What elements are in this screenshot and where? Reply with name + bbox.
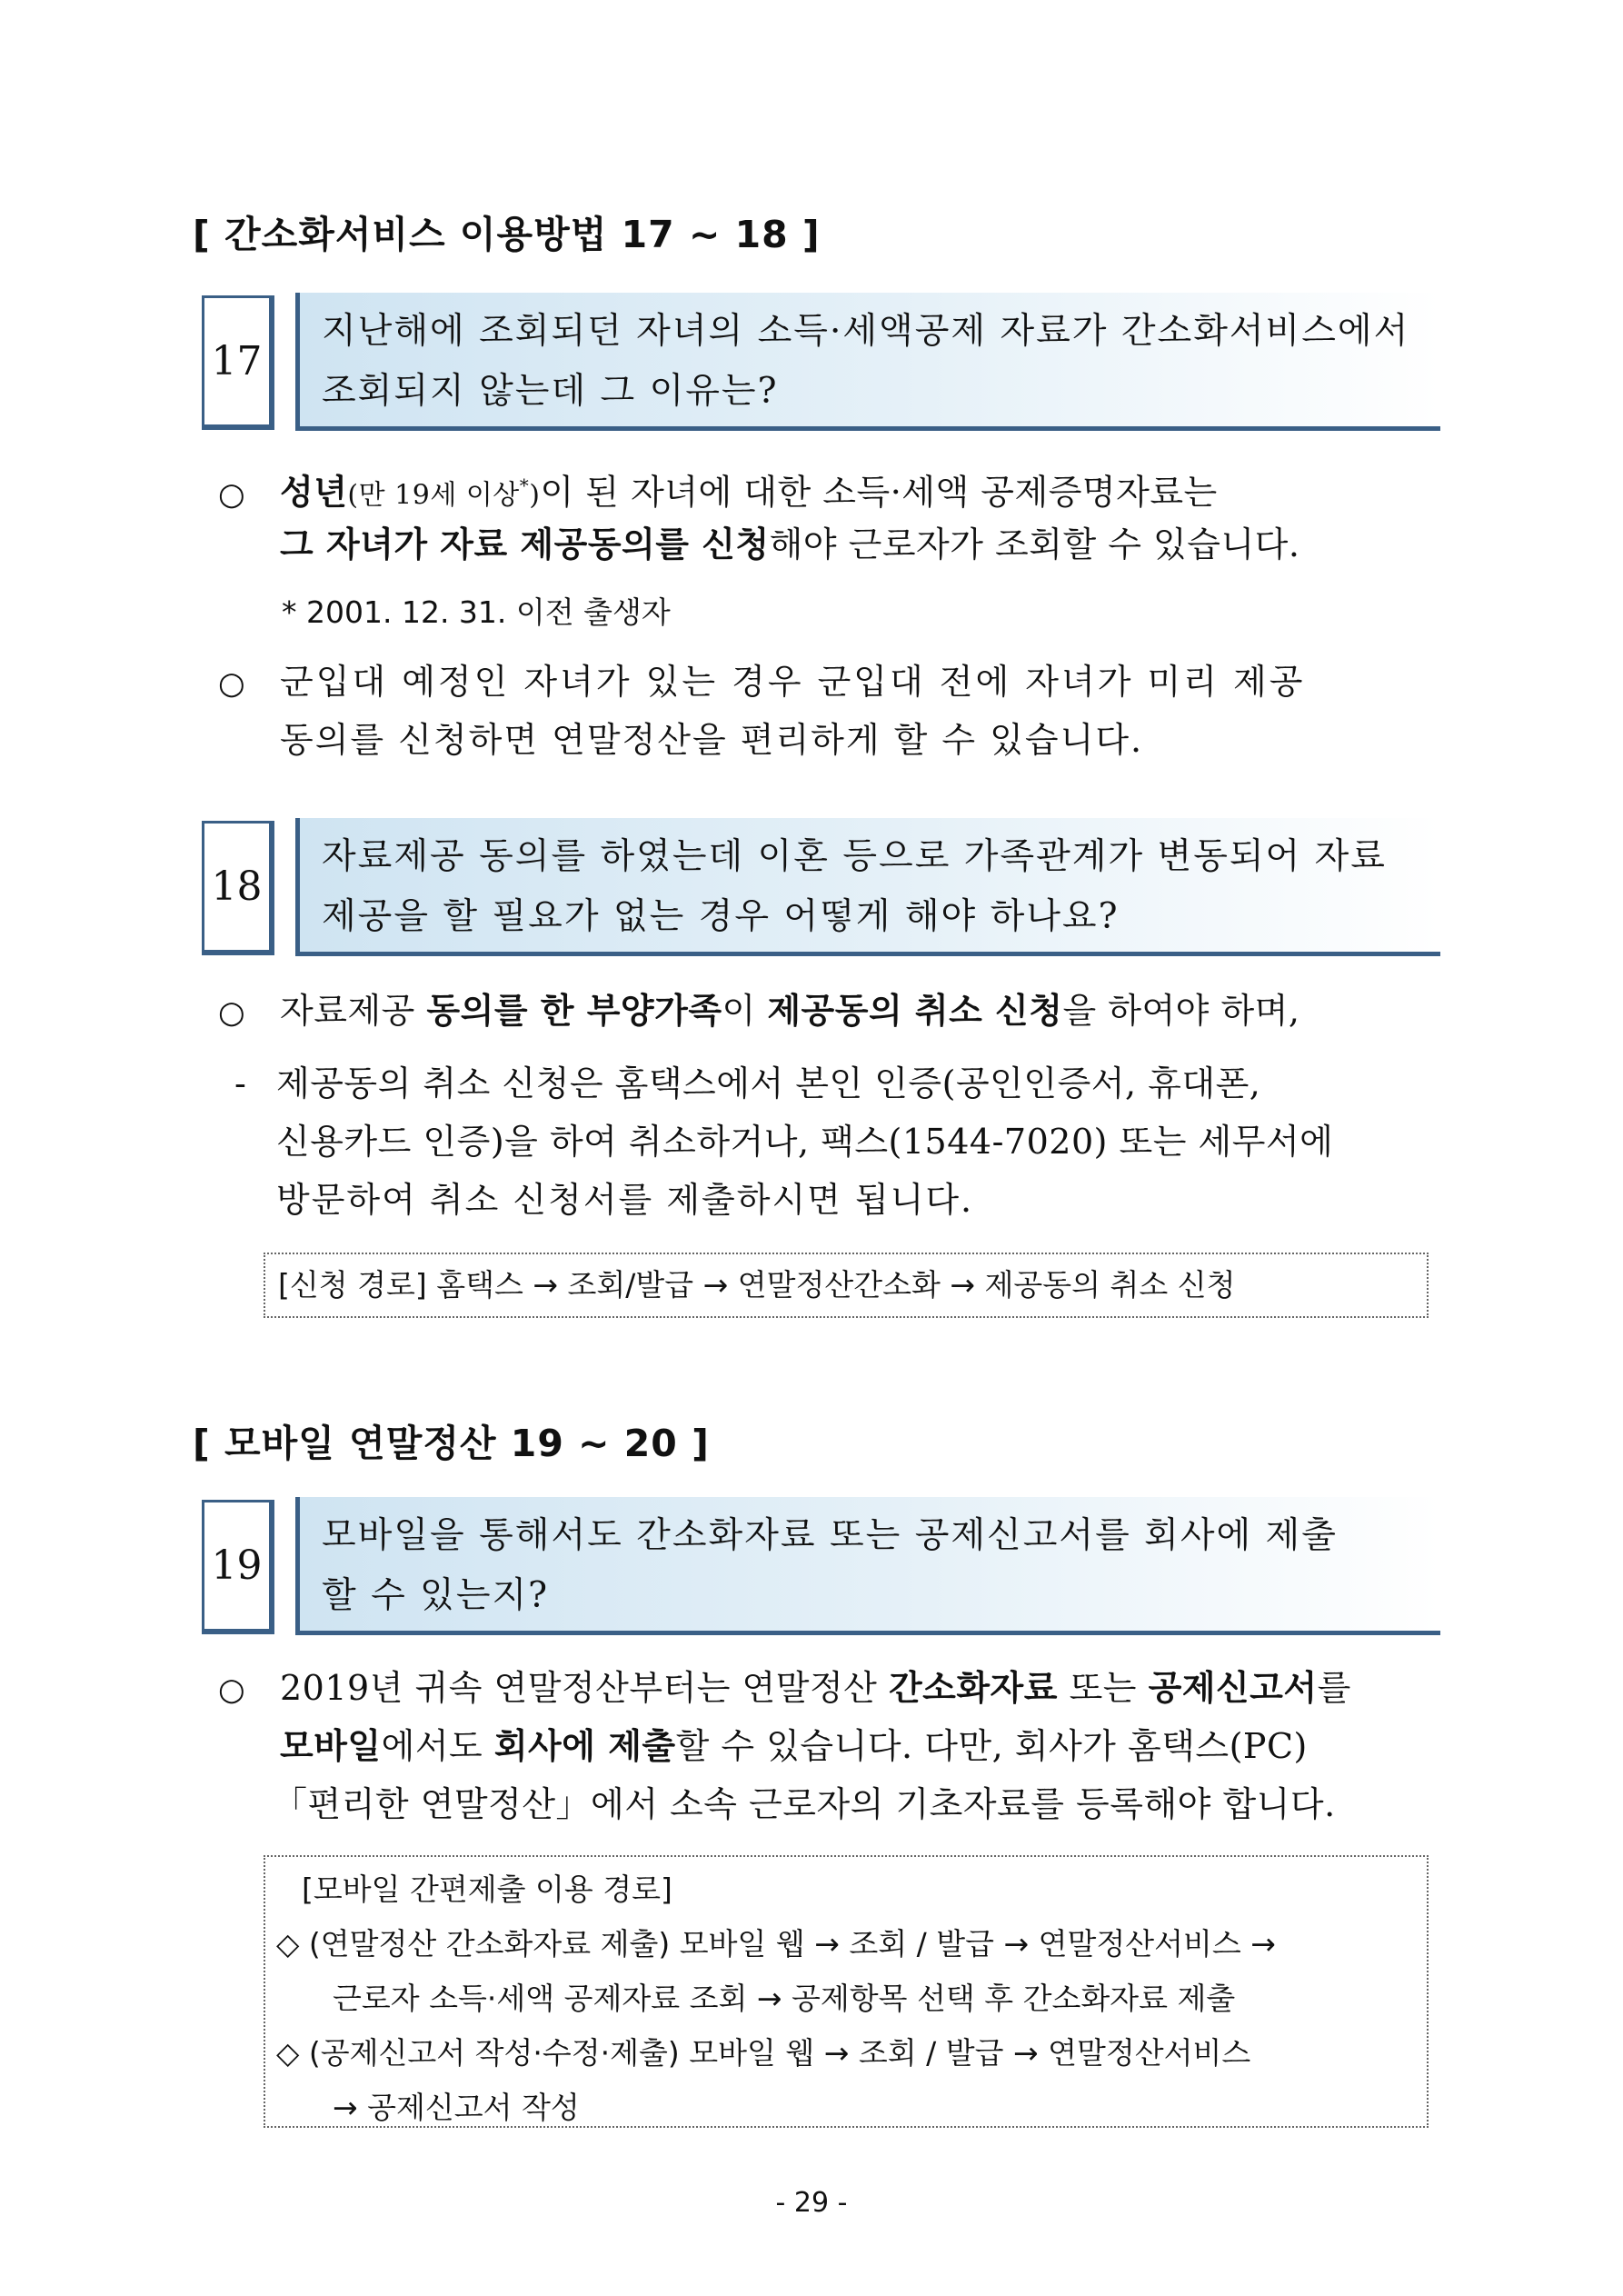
footnote-mark: * xyxy=(519,474,530,496)
question-19-line2: 할 수 있는지? xyxy=(322,1575,550,1616)
section-title-mobile-settlement: [ 모바일 연말정산 19 ~ 20 ] xyxy=(193,1422,710,1465)
circle-bullet-icon: ○ xyxy=(218,994,246,1031)
question-17-line1: 지난해에 조회되던 자녀의 소득·세액공제 자료가 간소화서비스에서 xyxy=(322,311,1410,352)
emphasis-adult: 성년 xyxy=(280,472,348,513)
emphasis-simplified-data: 간소화자료 xyxy=(888,1668,1058,1708)
question-18-line1: 자료제공 동의를 하였는데 이혼 등으로 가족관계가 변동되어 자료 xyxy=(322,836,1387,877)
answer-18-dash-line3: 방문하여 취소 신청서를 제출하시면 됩니다. xyxy=(276,1180,974,1220)
question-box-19 xyxy=(295,1497,1440,1635)
answer-17-bullet-1-line2 xyxy=(280,515,1452,574)
emphasis-submit-to-company: 회사에 제출 xyxy=(493,1726,676,1766)
emphasis-consenting-dependent: 동의를 한 부양가족 xyxy=(426,991,722,1031)
application-path-text: [신청 경로] 홈택스 → 조회/발급 → 연말정산간소화 → 제공동의 취소 신청 xyxy=(278,1267,1236,1303)
answer-18-text-pre: 자료제공 xyxy=(280,991,427,1031)
question-box-17 xyxy=(295,293,1440,431)
emphasis-consent-request: 그 자녀가 자료 제공동의를 신청 xyxy=(280,524,770,564)
mobile-path-item2-line1: ◇ (공제신고서 작성·수정·제출) 모바일 웹 → 조회 / 발급 → 연말정산서비스 xyxy=(276,2035,1251,2071)
circle-bullet-icon: ○ xyxy=(218,1672,246,1708)
answer-18-bullet xyxy=(218,982,1445,1042)
dash-bullet: - xyxy=(234,1063,247,1103)
question-number-18: 18 xyxy=(202,821,274,955)
question-number-19: 19 xyxy=(202,1500,274,1634)
answer-19-text-2b: 할 수 있습니다. 다만, 회사가 홈택스(PC) xyxy=(675,1726,1308,1766)
mobile-submission-path-box xyxy=(264,1855,1429,2128)
mobile-path-item1-line2: 근로자 소득·세액 공제자료 조회 → 공제항목 선택 후 간소화자료 제출 xyxy=(333,1981,1236,2016)
answer-18-text-post: 을 하여야 하며, xyxy=(1062,991,1300,1031)
emphasis-cancel-request: 제공동의 취소 신청 xyxy=(767,991,1063,1031)
answer-19-text-1c: 를 xyxy=(1317,1668,1351,1708)
answer-19-bullet xyxy=(218,1659,1445,1719)
question-18-line2: 제공을 할 필요가 없는 경우 어떻게 해야 하나요? xyxy=(322,896,1120,937)
answer-18-dash-item xyxy=(234,1054,1452,1113)
footnote-birth-date: * 2001. 12. 31. 이전 출생자 xyxy=(282,594,671,630)
answer-19-line3: 「편리한 연말정산」에서 소속 근로자의 기초자료를 등록해야 합니다. xyxy=(273,1784,1336,1824)
page-number: - 29 - xyxy=(775,2187,848,2219)
mobile-path-title: [모바일 간편제출 이용 경로] xyxy=(302,1872,672,1907)
answer-19-text-1b: 또는 xyxy=(1057,1668,1149,1708)
answer-17-bullet-2-line2: 동의를 신청하면 연말정산을 편리하게 할 수 있습니다. xyxy=(280,720,1144,760)
question-19-line1: 모바일을 통해서도 간소화자료 또는 공제신고서를 회사에 제출 xyxy=(322,1515,1338,1556)
question-17-line2: 조회되지 않는데 그 이유는? xyxy=(322,371,779,412)
answer-18-dash-line1: 제공동의 취소 신청은 홈택스에서 본인 인증(공인인증서, 휴대폰, xyxy=(276,1063,1261,1103)
age-note-close: ) xyxy=(529,479,541,512)
answer-17-text-1: 이 된 자녀에 대한 소득·세액 공제증명자료는 xyxy=(540,472,1218,513)
emphasis-mobile: 모바일 xyxy=(280,1726,382,1766)
mobile-path-item2-line2: → 공제신고서 작성 xyxy=(333,2090,580,2125)
answer-18-dash-line2: 신용카드 인증)을 하여 취소하거나, 팩스(1544-7020) 또는 세무서에 xyxy=(276,1122,1334,1162)
answer-17-text-3: 군입대 예정인 자녀가 있는 경우 군입대 전에 자녀가 미리 제공 xyxy=(280,662,1306,702)
answer-19-line2 xyxy=(280,1717,1452,1775)
answer-18-text-mid: 이 xyxy=(722,991,768,1031)
circle-bullet-icon: ○ xyxy=(218,475,246,513)
application-path-box xyxy=(264,1253,1429,1318)
answer-17-text-2: 해야 근로자가 조회할 수 있습니다. xyxy=(769,524,1300,564)
question-box-18 xyxy=(295,818,1440,956)
mobile-path-item1-line1: ◇ (연말정산 간소화자료 제출) 모바일 웹 → 조회 / 발급 → 연말정산서비스 → xyxy=(276,1926,1276,1962)
emphasis-deduction-form: 공제신고서 xyxy=(1148,1668,1318,1708)
circle-bullet-icon: ○ xyxy=(218,665,245,702)
question-number-17: 17 xyxy=(202,295,274,430)
answer-19-text-2a: 에서도 xyxy=(381,1726,494,1766)
answer-17-bullet-2 xyxy=(218,653,1445,713)
section-title-simplified-service: [ 간소화서비스 이용방법 17 ~ 18 ] xyxy=(193,213,821,256)
answer-19-text-1a: 2019년 귀속 연말정산부터는 연말정산 xyxy=(280,1668,889,1708)
age-note: (만 19세 이상 xyxy=(347,479,520,512)
